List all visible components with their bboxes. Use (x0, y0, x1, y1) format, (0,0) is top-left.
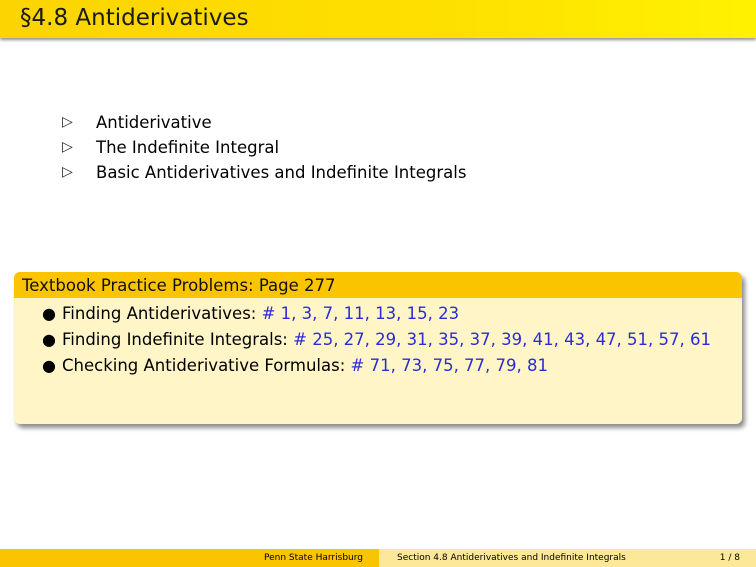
problem-item-label: Checking Antiderivative Formulas: (62, 356, 346, 375)
problem-item (14, 354, 742, 378)
bullet-dot-icon: ● (42, 356, 56, 375)
title-bar (0, 0, 756, 38)
block-body (14, 298, 742, 378)
problem-item (14, 328, 742, 352)
bullet-dot-icon: ● (42, 304, 56, 323)
outline-item-label: Antiderivative (96, 113, 212, 132)
outline-item-label: Basic Antiderivatives and Indefinite Integrals (96, 163, 467, 182)
practice-problems-block (14, 272, 742, 424)
problem-list (14, 302, 742, 378)
outline-item-label: The Indefinite Integral (96, 138, 280, 157)
slide-title: §4.8 Antiderivatives (20, 5, 249, 31)
triangle-bullet-icon: ▷ (62, 139, 73, 155)
problem-item-label: Finding Antiderivatives: (62, 304, 257, 323)
problem-numbers: # 1, 3, 7, 11, 13, 15, 23 (261, 304, 460, 323)
footer (0, 549, 756, 567)
footer-left (0, 549, 379, 567)
block-title: Textbook Practice Problems: Page 277 (14, 272, 742, 298)
problem-numbers: # 25, 27, 29, 31, 35, 37, 39, 41, 43, 47, 51, 57, 61 (293, 330, 712, 349)
footer-section: Section 4.8 Antiderivatives and Indefinite Integrals (397, 553, 626, 563)
problem-item-label: Finding Indefinite Integrals: (62, 330, 288, 349)
bullet-dot-icon: ● (42, 330, 56, 349)
problem-item (14, 302, 742, 326)
footer-right (379, 549, 756, 567)
problem-numbers: # 71, 73, 75, 77, 79, 81 (350, 356, 549, 375)
footer-page-number: 1 / 8 (719, 553, 740, 563)
footer-institution: Penn State Harrisburg (264, 553, 363, 563)
triangle-bullet-icon: ▷ (62, 114, 73, 130)
triangle-bullet-icon: ▷ (62, 164, 73, 180)
